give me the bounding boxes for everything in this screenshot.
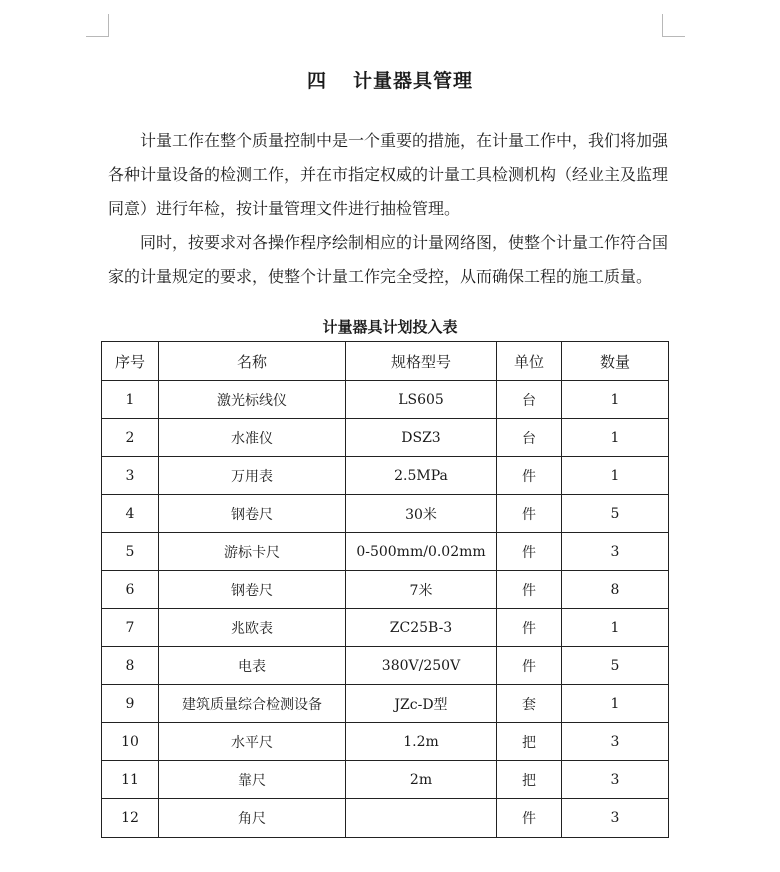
body-text	[108, 124, 668, 294]
cell-quantity: 5	[562, 647, 669, 685]
cell-quantity: 5	[562, 495, 669, 533]
cell-name: 万用表	[159, 457, 346, 495]
cell-number: 8	[102, 647, 159, 685]
table-row	[102, 533, 669, 571]
table-row	[102, 571, 669, 609]
cell-name: 激光标线仪	[159, 381, 346, 419]
table-row	[102, 723, 669, 761]
cell-name: 兆欧表	[159, 609, 346, 647]
paragraph: 同时，按要求对各操作程序绘制相应的计量网络图，使整个计量工作符合国家的计量规定的要求，使整个计量工作完全受控，从而确保工程的施工质量。	[108, 233, 669, 286]
table-body	[102, 381, 669, 838]
cell-quantity: 1	[562, 685, 669, 723]
cell-quantity: 1	[562, 457, 669, 495]
section-heading	[0, 66, 780, 93]
cell-unit: 件	[497, 647, 562, 685]
cell-unit: 把	[497, 723, 562, 761]
cell-number: 1	[102, 381, 159, 419]
cell-quantity: 3	[562, 723, 669, 761]
cell-number: 10	[102, 723, 159, 761]
cell-unit: 件	[497, 457, 562, 495]
page-corner-mark-top-right	[662, 14, 685, 37]
cell-spec: 2.5MPa	[346, 457, 497, 495]
cell-unit: 台	[497, 381, 562, 419]
table-row	[102, 495, 669, 533]
paragraph: 计量工作在整个质量控制中是一个重要的措施，在计量工作中，我们将加强各种计量设备的检测工作，并在市指定权威的计量工具检测机构（经业主及监理同意）进行年检，按计量管理文件进行抽检管理。	[108, 131, 669, 218]
cell-number: 2	[102, 419, 159, 457]
header-cell-unit: 单位	[497, 342, 562, 381]
cell-spec: 2m	[346, 761, 497, 799]
cell-name: 水平尺	[159, 723, 346, 761]
table-row	[102, 419, 669, 457]
cell-number: 6	[102, 571, 159, 609]
cell-spec: ZC25B-3	[346, 609, 497, 647]
cell-number: 11	[102, 761, 159, 799]
cell-number: 4	[102, 495, 159, 533]
table-row	[102, 381, 669, 419]
cell-name: 角尺	[159, 799, 346, 838]
cell-spec: 0-500mm/0.02mm	[346, 533, 497, 571]
table-row	[102, 799, 669, 838]
cell-spec: 380V/250V	[346, 647, 497, 685]
cell-spec: 30米	[346, 495, 497, 533]
cell-unit: 件	[497, 799, 562, 838]
cell-name: 钢卷尺	[159, 495, 346, 533]
cell-spec	[346, 799, 497, 838]
cell-unit: 把	[497, 761, 562, 799]
table-row	[102, 457, 669, 495]
cell-spec: JZc-D型	[346, 685, 497, 723]
page-corner-mark-top-left	[86, 14, 109, 37]
table-row	[102, 685, 669, 723]
cell-unit: 台	[497, 419, 562, 457]
table-row	[102, 647, 669, 685]
cell-quantity: 1	[562, 609, 669, 647]
cell-quantity: 1	[562, 381, 669, 419]
cell-unit: 件	[497, 533, 562, 571]
cell-name: 钢卷尺	[159, 571, 346, 609]
cell-number: 3	[102, 457, 159, 495]
equipment-table	[101, 341, 669, 838]
cell-name: 靠尺	[159, 761, 346, 799]
cell-name: 游标卡尺	[159, 533, 346, 571]
cell-spec: LS605	[346, 381, 497, 419]
cell-quantity: 3	[562, 799, 669, 838]
table-row	[102, 761, 669, 799]
table-title: 计量器具计划投入表	[322, 318, 458, 336]
section-number: 四	[306, 70, 327, 92]
cell-spec: DSZ3	[346, 419, 497, 457]
cell-unit: 件	[497, 609, 562, 647]
cell-quantity: 8	[562, 571, 669, 609]
cell-name: 建筑质量综合检测设备	[159, 685, 346, 723]
cell-number: 7	[102, 609, 159, 647]
table-header-row	[102, 342, 669, 381]
cell-number: 5	[102, 533, 159, 571]
cell-quantity: 1	[562, 419, 669, 457]
cell-number: 12	[102, 799, 159, 838]
section-title: 计量器具管理	[353, 70, 474, 92]
cell-spec: 1.2m	[346, 723, 497, 761]
header-cell-name: 名称	[159, 342, 346, 381]
header-cell-quantity: 数量	[562, 342, 669, 381]
table-row	[102, 609, 669, 647]
header-cell-spec: 规格型号	[346, 342, 497, 381]
cell-unit: 件	[497, 495, 562, 533]
cell-spec: 7米	[346, 571, 497, 609]
cell-name: 水准仪	[159, 419, 346, 457]
cell-unit: 套	[497, 685, 562, 723]
cell-unit: 件	[497, 571, 562, 609]
cell-quantity: 3	[562, 761, 669, 799]
cell-quantity: 3	[562, 533, 669, 571]
cell-number: 9	[102, 685, 159, 723]
header-cell-number: 序号	[102, 342, 159, 381]
cell-name: 电表	[159, 647, 346, 685]
